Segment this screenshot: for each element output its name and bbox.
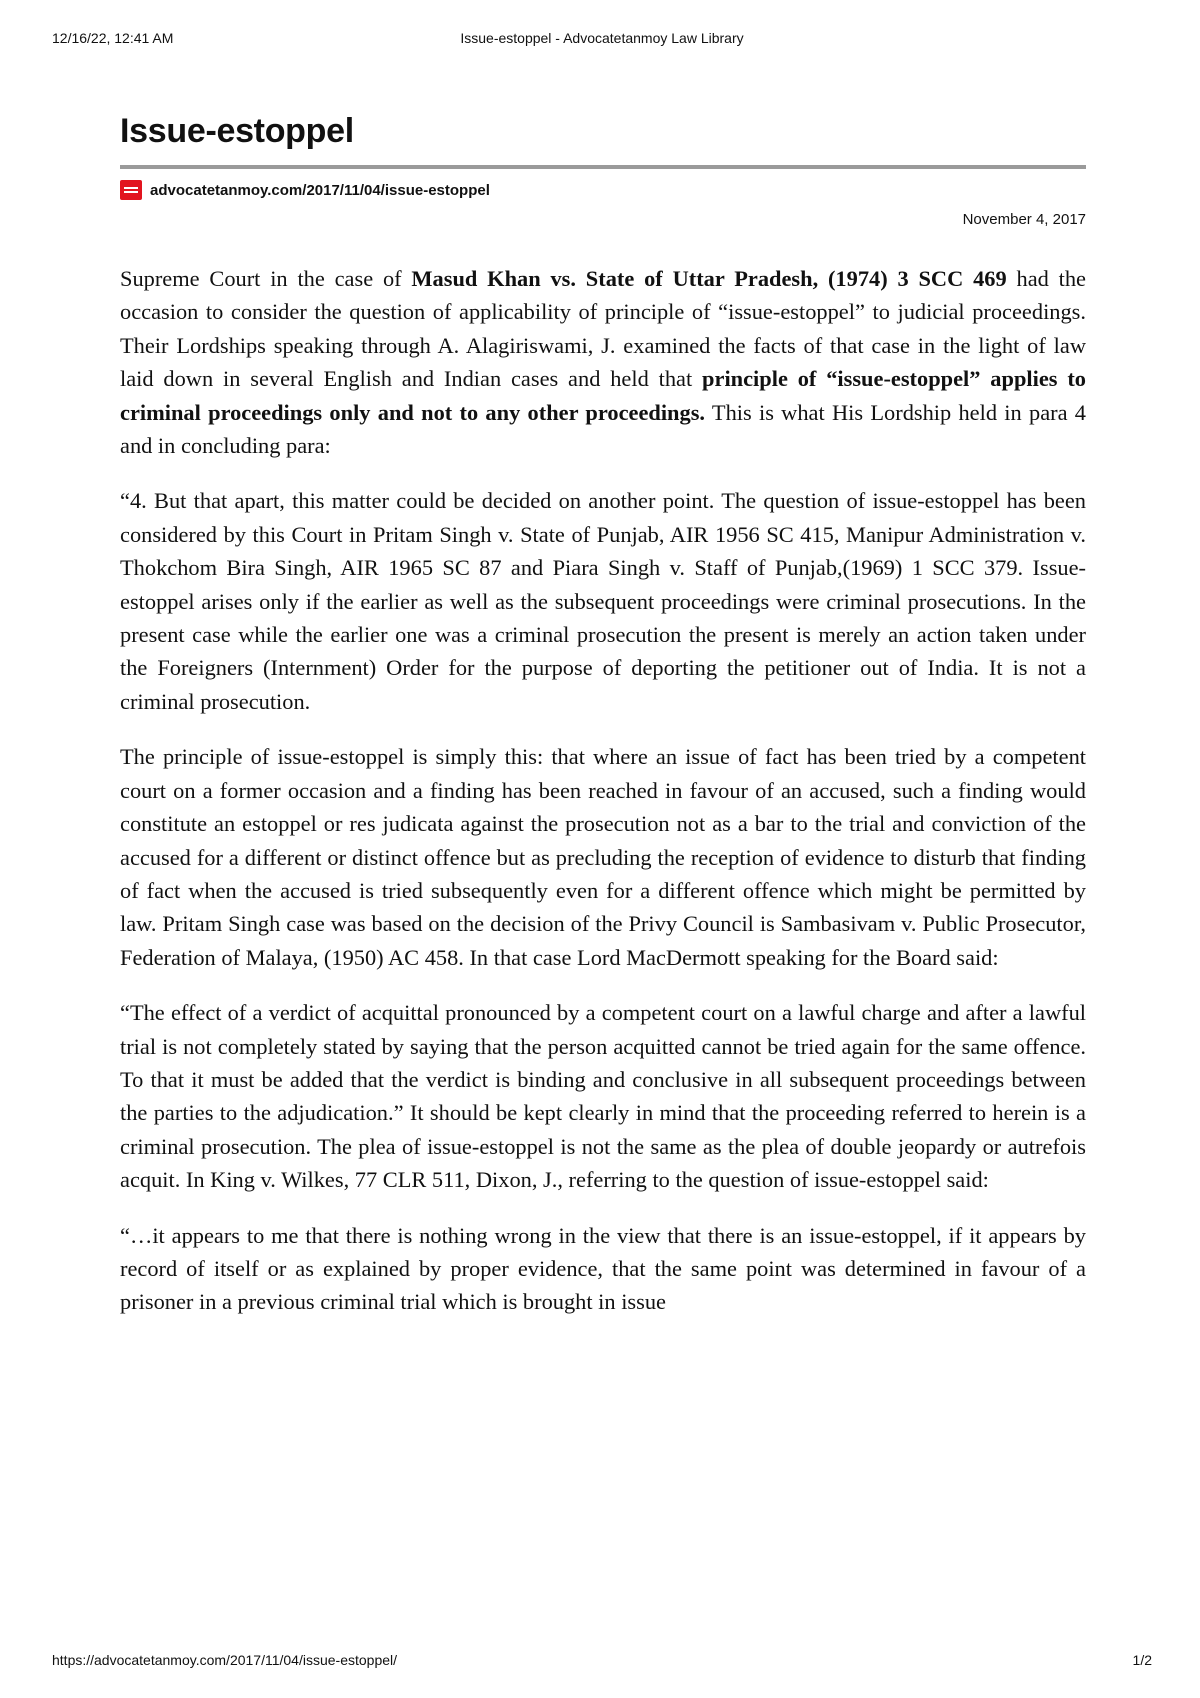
source-link[interactable]: advocatetanmoy.com/2017/11/04/issue-estoppel (150, 181, 490, 199)
paragraph-5: “…it appears to me that there is nothing wrong in the view that there is an issue-estoppel, if it appears by record of itself or as explained by proper evidence, that the same point was determined in favour of a prisoner in a previous criminal trial which is brought in issue (120, 1222, 1086, 1315)
article-title: Issue-estoppel (120, 112, 354, 150)
article-container (120, 112, 1086, 1341)
title-divider (120, 165, 1086, 169)
publish-date: November 4, 2017 (962, 211, 1086, 228)
p1-text-2: had the occasion to consider the question of applicability of principle of “issue-estoppel” to judicial proceedings. Their Lordships speaking through A. Alagiriswami, J. examined the facts of that case in the light of law laid down in several English and Indian cases and held that (120, 266, 1086, 392)
print-footer (52, 1652, 1152, 1672)
paragraph-2: “4. But that apart, this matter could be decided on another point. The question of issue-estoppel has been considered by this Court in Pritam Singh v. State of Punjab, AIR 1956 SC 415, Manipur Administration v. Thokchom Bira Singh, AIR 1965 SC 87 and Piara Singh v. Staff of Punjab,(1969) 1 SCC 379. Issue-estoppel arises only if the earlier as well as the subsequent proceedings were criminal prosecutions. In the present case while the earlier one was a criminal prosecution the present is merely an action taken under the Foreigners (Internment) Order for the purpose of deporting the petitioner out of India. It is not a criminal prosecution. (120, 488, 1086, 714)
site-favicon-icon (120, 180, 142, 200)
p1-bold-citation: Masud Khan vs. State of Uttar Pradesh, (1974) 3 SCC 469 (411, 266, 1007, 291)
p1-bold-holding: principle of “issue-estoppel” applies to criminal proceedings only and not to any other proceedings. (120, 366, 1086, 425)
p1-text-1: Supreme Court in the case of (120, 266, 412, 291)
paragraph-1 (120, 262, 1086, 462)
paragraph-3: The principle of issue-estoppel is simply this: that where an issue of fact has been tried by a competent court on a former occasion and a finding has been reached in favour of an accused, such a finding would constitute an estoppel or res judicata against the prosecution not as a bar to the trial and conviction of the accused for a different or distinct offence but as precluding the reception of evidence to disturb that finding of fact when the accused is tried subsequently even for a different offence which might be permitted by law. Pritam Singh case was based on the decision of the Privy Council is Sambasivam v. Public Prosecutor, Federation of Malaya, (1950) AC 458. In that case Lord MacDermott speaking for the Board said: (120, 744, 1086, 970)
article-body (120, 262, 1086, 1319)
print-footer-url: https://advocatetanmoy.com/2017/11/04/issue-estoppel/ (52, 1652, 398, 1668)
print-page-number: 1/2 (1132, 1652, 1152, 1668)
print-datetime: 12/16/22, 12:41 AM (52, 30, 174, 46)
p1-text-3: This is what His Lordship held in para 4 and in concluding para: (120, 399, 1086, 459)
print-header (52, 30, 1152, 50)
source-row (120, 179, 1086, 201)
paragraph-4: “The effect of a verdict of acquittal pronounced by a competent court on a lawful charge and after a lawful trial is not completely stated by saying that the person acquitted cannot be tried again for the same offence. To that it must be added that the verdict is binding and conclusive in all subsequent proceedings between the parties to the adjudication.” It should be kept clearly in mind that the proceeding referred to herein is a criminal prosecution. The plea of issue-estoppel is not the same as the plea of double jeopardy or autrefois acquit. In King v. Wilkes, 77 CLR 511, Dixon, J., referring to the question of issue-estoppel said: (120, 1000, 1086, 1193)
print-page-title: Issue-estoppel - Advocatetanmoy Law Library (460, 30, 744, 46)
